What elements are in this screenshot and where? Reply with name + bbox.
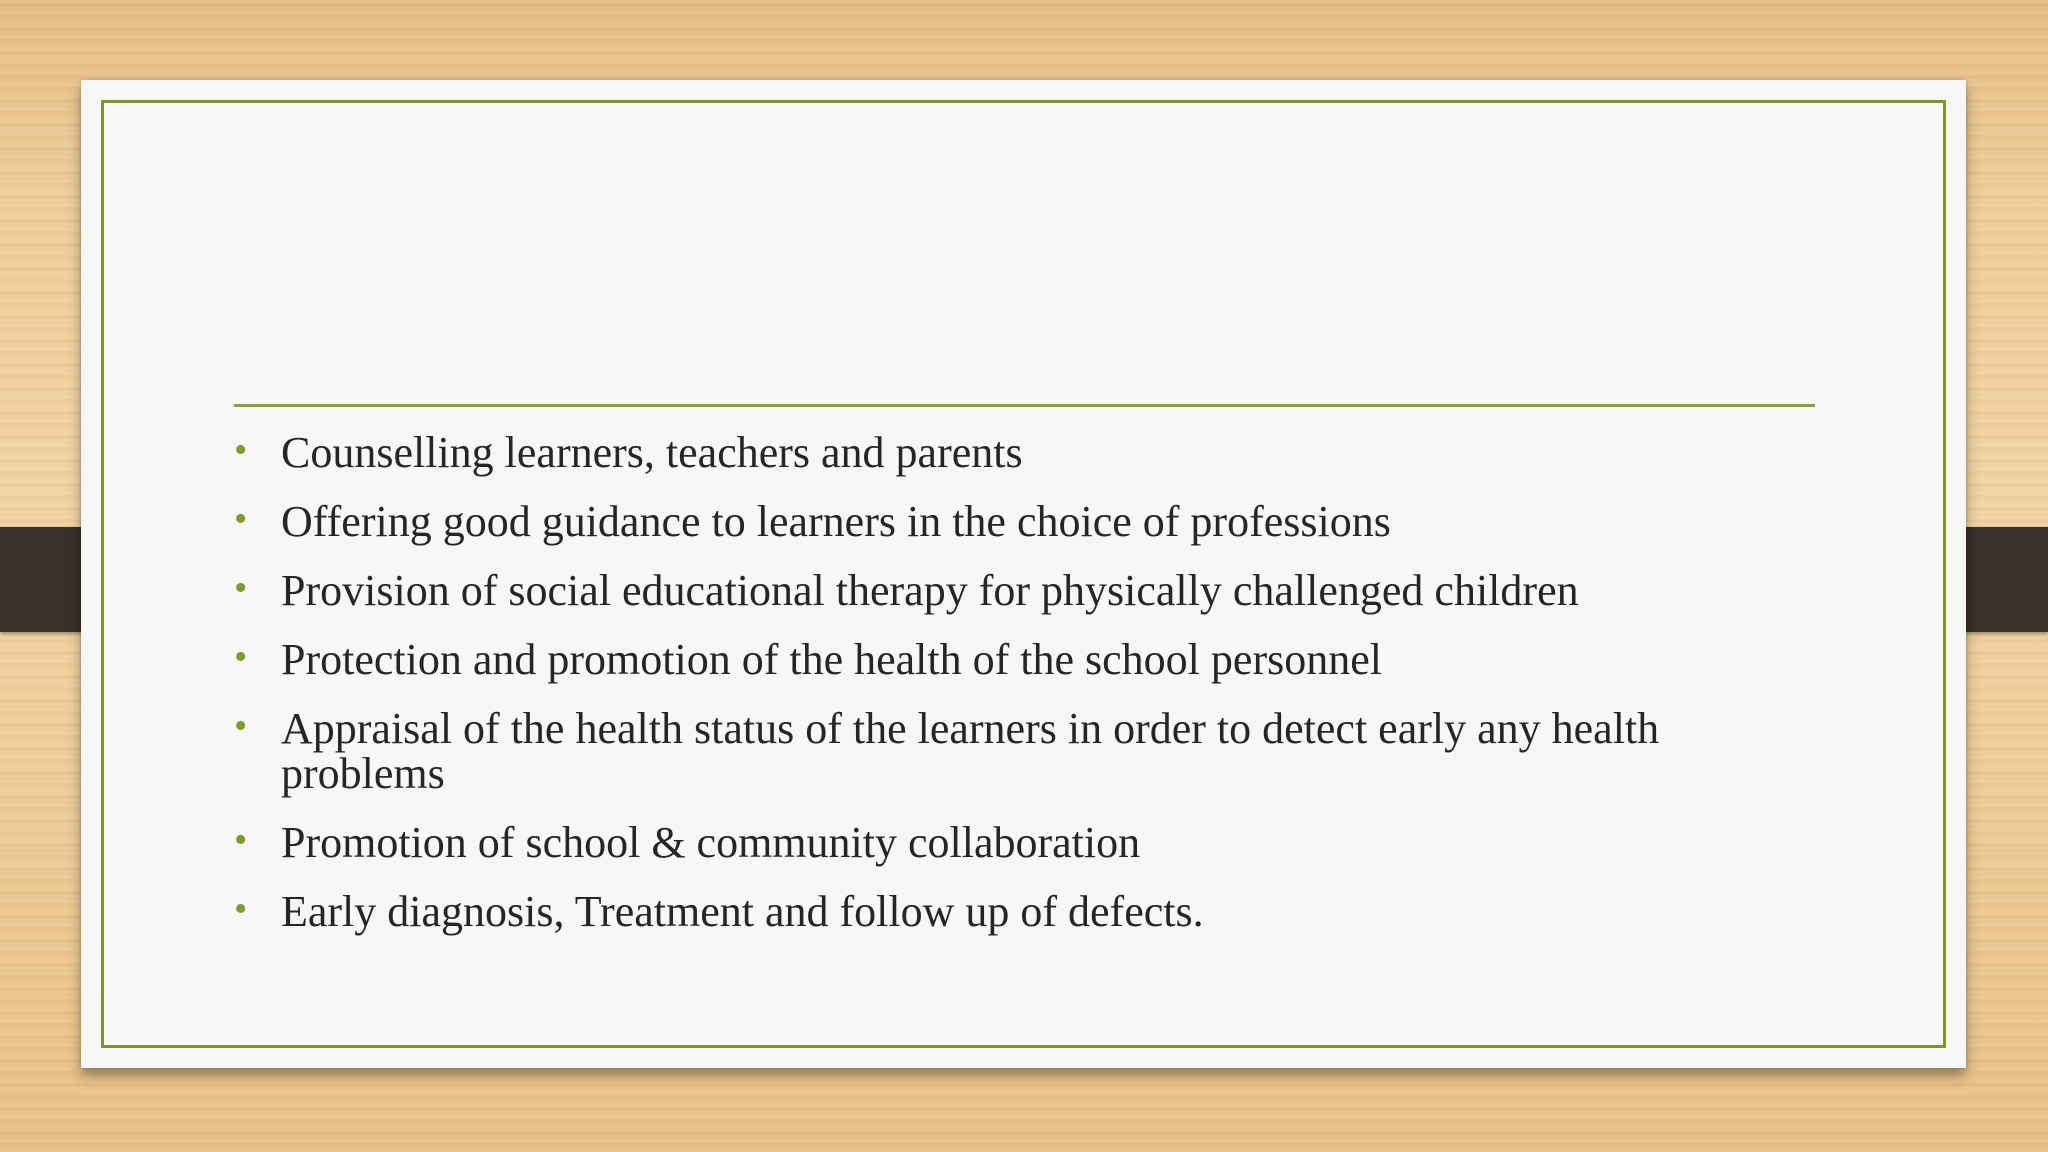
- bullet-dot-icon: •: [234, 498, 248, 540]
- bullet-text: Counselling learners, teachers and parents: [281, 428, 1023, 477]
- bullet-dot-icon: •: [234, 888, 248, 930]
- bullet-text: Appraisal of the health status of the learners in order to detect early any health problems: [281, 704, 1660, 798]
- bullet-item: [234, 637, 1815, 682]
- title-divider: [234, 404, 1815, 407]
- bullet-dot-icon: •: [234, 567, 248, 609]
- bullet-text: Promotion of school & community collaboration: [281, 818, 1141, 867]
- bullet-dot-icon: •: [234, 429, 248, 471]
- bullet-item: [234, 568, 1815, 613]
- bullet-item: [234, 499, 1815, 544]
- bullet-dot-icon: •: [234, 705, 248, 747]
- bullet-text: Provision of social educational therapy for physically challenged children: [281, 566, 1579, 615]
- bullet-item: [234, 889, 1815, 934]
- bullet-text: Offering good guidance to learners in the choice of professions: [281, 497, 1391, 546]
- bullet-item: [234, 430, 1815, 475]
- bullet-dot-icon: •: [234, 636, 248, 678]
- bullet-item: [234, 706, 1815, 796]
- slide-card: [81, 80, 1966, 1068]
- bullet-dot-icon: •: [234, 819, 248, 861]
- bullet-list: [234, 430, 1815, 958]
- bullet-item: [234, 820, 1815, 865]
- bullet-text: Protection and promotion of the health of the school personnel: [281, 635, 1382, 684]
- bullet-text: Early diagnosis, Treatment and follow up of defects.: [281, 887, 1204, 936]
